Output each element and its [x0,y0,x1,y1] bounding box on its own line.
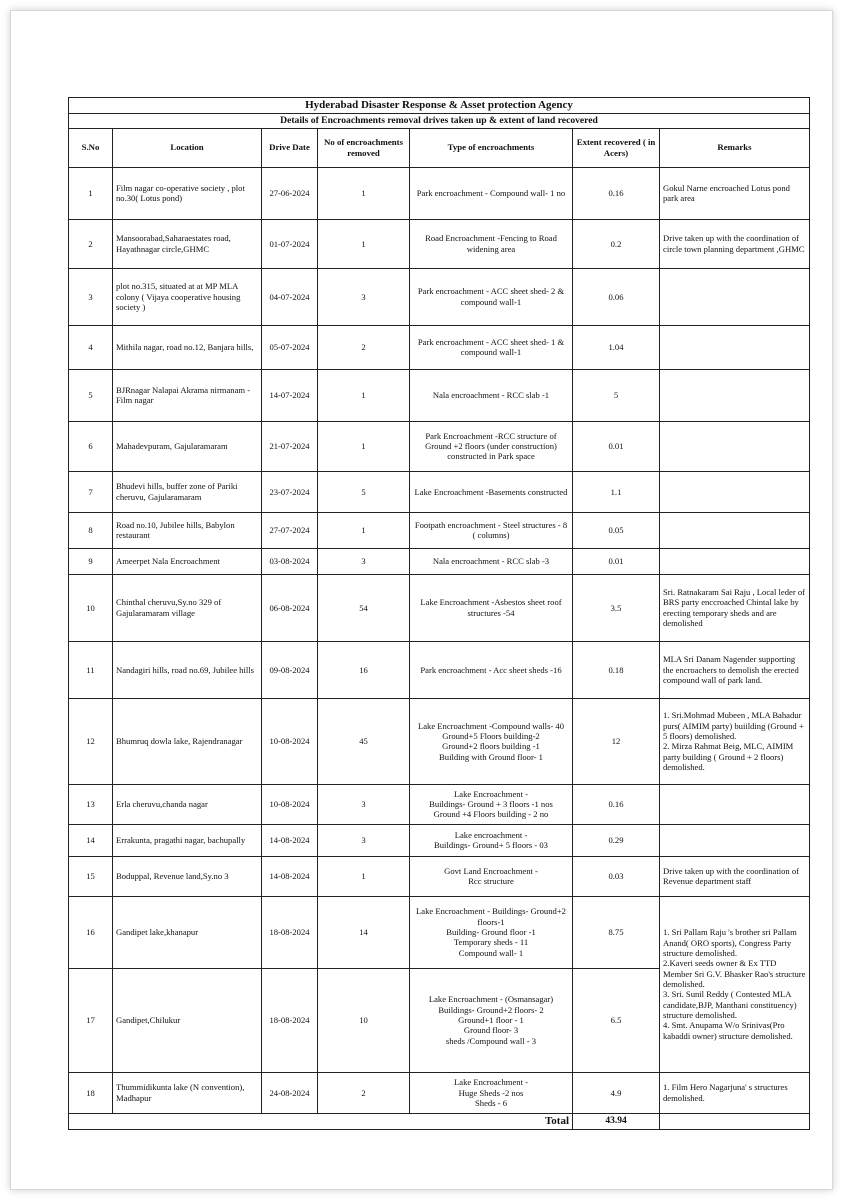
table-row [69,471,810,512]
cell-sno: 13 [69,784,113,824]
cell-remarks [660,512,810,548]
header-row [69,128,810,167]
cell-type: Lake Encroachment - Huge Sheds -2 nos Sheds - 6 [410,1072,573,1113]
cell-sno: 11 [69,641,113,698]
cell-date: 18-08-2024 [262,896,318,968]
total-row [69,1113,810,1129]
cell-sno: 15 [69,856,113,896]
cell-sno: 18 [69,1072,113,1113]
cell-date: 05-07-2024 [262,325,318,369]
table-row [69,219,810,268]
table-row [69,574,810,641]
cell-type: Road Encroachment -Fencing to Road widening area [410,219,573,268]
cell-count: 3 [318,548,410,574]
table-row [69,512,810,548]
cell-date: 23-07-2024 [262,471,318,512]
cell-extent: 0.06 [573,268,660,325]
cell-remarks [660,784,810,824]
table-row [69,1072,810,1113]
cell-extent: 0.03 [573,856,660,896]
cell-count: 3 [318,268,410,325]
cell-extent: 3.5 [573,574,660,641]
cell-location: Boduppal, Revenue land,Sy.no 3 [113,856,262,896]
cell-count: 10 [318,968,410,1072]
cell-extent: 1.1 [573,471,660,512]
cell-location: Film nagar co-operative society , plot no.30( Lotus pond) [113,167,262,219]
table-row [69,784,810,824]
table-row [69,421,810,471]
table-row [69,824,810,856]
cell-count: 2 [318,325,410,369]
cell-remarks: Drive taken up with the coordination of Revenue department staff [660,856,810,896]
cell-sno: 1 [69,167,113,219]
cell-extent: 0.05 [573,512,660,548]
cell-date: 01-07-2024 [262,219,318,268]
total-value: 43.94 [573,1113,660,1129]
cell-extent: 0.18 [573,641,660,698]
encroachment-table [68,97,810,1130]
col-header-remarks: Remarks [660,128,810,167]
cell-location: Chinthal cheruvu,Sy.no 329 of Gajularamaram village [113,574,262,641]
cell-extent: 6.5 [573,968,660,1072]
col-header-type: Type of encroachments [410,128,573,167]
cell-remarks [660,471,810,512]
cell-count: 1 [318,167,410,219]
cell-location: Mithila nagar, road no.12, Banjara hills, [113,325,262,369]
cell-extent: 0.29 [573,824,660,856]
table-row [69,856,810,896]
table-row [69,369,810,421]
table-row [69,268,810,325]
cell-location: BJRnagar Nalapai Akrama nirmanam - Film nagar [113,369,262,421]
cell-date: 04-07-2024 [262,268,318,325]
cell-count: 3 [318,824,410,856]
table-row [69,896,810,968]
cell-count: 1 [318,856,410,896]
cell-location: Gandipet lake,khanapur [113,896,262,968]
cell-remarks [660,421,810,471]
cell-remarks: Gokul Narne encroached Lotus pond park area [660,167,810,219]
cell-sno: 2 [69,219,113,268]
cell-count: 16 [318,641,410,698]
table-row [69,325,810,369]
cell-location: Bhumruq dowla lake, Rajendranagar [113,698,262,784]
cell-count: 1 [318,369,410,421]
cell-date: 06-08-2024 [262,574,318,641]
agency-title: Hyderabad Disaster Response & Asset protection Agency [69,98,810,114]
cell-extent: 8.75 [573,896,660,968]
cell-sno: 17 [69,968,113,1072]
cell-type: Park encroachment - Acc sheet sheds -16 [410,641,573,698]
cell-extent: 0.16 [573,784,660,824]
cell-date: 18-08-2024 [262,968,318,1072]
cell-type: Lake Encroachment - Buildings- Ground+2 floors-1 Building- Ground floor -1 Temporary sheds - 11 Compound wall- 1 [410,896,573,968]
cell-location: Mansoorabad,Saharaestates road, Hayathnagar circle,GHMC [113,219,262,268]
cell-location: Ameerpet Nala Encroachment [113,548,262,574]
cell-location: Nandagiri hills, road no.69, Jubilee hills [113,641,262,698]
cell-count: 14 [318,896,410,968]
cell-remarks [660,824,810,856]
cell-sno: 4 [69,325,113,369]
cell-remarks [660,369,810,421]
cell-date: 03-08-2024 [262,548,318,574]
cell-sno: 16 [69,896,113,968]
total-remarks-cell [660,1113,810,1129]
cell-type: Lake Encroachment - (Osmansagar) Buildings- Ground+2 floors- 2 Ground+1 floor - 1 Ground floor- 3 sheds /Compound wall - 3 [410,968,573,1072]
cell-location: Mahadevpuram, Gajularamaram [113,421,262,471]
cell-type: Park encroachment - ACC sheet shed- 2 & compound wall-1 [410,268,573,325]
cell-location: Thummidikunta lake (N convention), Madhapur [113,1072,262,1113]
cell-type: Lake Encroachment -Compound walls- 40 Ground+5 Floors building-2 Ground+2 floors building -1 Building with Ground floor- 1 [410,698,573,784]
cell-remarks: 1. Film Hero Nagarjuna' s structures demolished. [660,1072,810,1113]
cell-extent: 0.01 [573,548,660,574]
cell-count: 1 [318,219,410,268]
cell-count: 2 [318,1072,410,1113]
total-label: Total [69,1113,573,1129]
cell-count: 5 [318,471,410,512]
cell-extent: 1.04 [573,325,660,369]
cell-location: Gandipet,Chilukur [113,968,262,1072]
cell-date: 10-08-2024 [262,784,318,824]
cell-date: 14-08-2024 [262,824,318,856]
table-row [69,548,810,574]
cell-sno: 5 [69,369,113,421]
cell-extent: 5 [573,369,660,421]
cell-remarks [660,548,810,574]
table-subtitle: Details of Encroachments removal drives taken up & extent of land recovered [69,114,810,129]
cell-extent: 0.2 [573,219,660,268]
table-row [69,698,810,784]
cell-remarks [660,268,810,325]
cell-date: 27-06-2024 [262,167,318,219]
cell-date: 10-08-2024 [262,698,318,784]
cell-sno: 10 [69,574,113,641]
cell-extent: 0.16 [573,167,660,219]
cell-count: 1 [318,512,410,548]
col-header-location: Location [113,128,262,167]
cell-date: 24-08-2024 [262,1072,318,1113]
cell-date: 14-08-2024 [262,856,318,896]
cell-date: 21-07-2024 [262,421,318,471]
col-header-count: No of encroachments removed [318,128,410,167]
cell-count: 3 [318,784,410,824]
cell-location: Errakunta, pragathi nagar, bachupally [113,824,262,856]
cell-type: Lake encroachment - Buildings- Ground+ 5 floors - 03 [410,824,573,856]
cell-sno: 9 [69,548,113,574]
cell-count: 54 [318,574,410,641]
cell-type: Nala encroachment - RCC slab -3 [410,548,573,574]
cell-type: Nala encroachment - RCC slab -1 [410,369,573,421]
col-header-drive-date: Drive Date [262,128,318,167]
cell-type: Footpath encroachment - Steel structures - 8 ( columns) [410,512,573,548]
cell-type: Lake Encroachment -Asbestos sheet roof structures -54 [410,574,573,641]
cell-type: Park Encroachment -RCC structure of Ground +2 floors (under construction) constructed in Park space [410,421,573,471]
cell-type: Lake Encroachment -Basements constructed [410,471,573,512]
cell-type: Govt Land Encroachment - Rcc structure [410,856,573,896]
cell-sno: 3 [69,268,113,325]
cell-date: 27-07-2024 [262,512,318,548]
cell-extent: 0.01 [573,421,660,471]
table-row [69,167,810,219]
col-header-sno: S.No [69,128,113,167]
cell-sno: 14 [69,824,113,856]
cell-sno: 6 [69,421,113,471]
cell-type: Park encroachment - ACC sheet shed- 1 & compound wall-1 [410,325,573,369]
cell-sno: 8 [69,512,113,548]
cell-remarks: 1. Sri Pallam Raju 's brother sri Pallam Anand( ORO sports), Congress Party structure demolished. 2.Kaveri seeds owner & Ex TTD Member Sri G.V. Bhasker Rao's structure demolished. 3. Sri. Sunil Reddy ( Contested MLA candidate,BJP, Manthani constituency) structure demolished. 4. Smt. Anupama W/o Srinivas(Pro kabaddi owner) structure demolished. [660,896,810,1072]
cell-count: 1 [318,421,410,471]
cell-location: Bhudevi hills, buffer zone of Pariki cheruvu, Gajularamaram [113,471,262,512]
cell-count: 45 [318,698,410,784]
cell-location: plot no.315, situated at at MP MLA colony ( Vijaya cooperative housing society ) [113,268,262,325]
col-header-extent: Extent recovered ( in Acers) [573,128,660,167]
document-page [10,10,833,1190]
cell-remarks: 1. Sri.Mohmad Mubeen , MLA Bahadur purs( AIMIM party) buiilding (Ground + 5 floors) demolished. 2. Mirza Rahmat Beig, MLC, AIMIM party building ( Ground + 2 floors) demolished. [660,698,810,784]
cell-remarks: Drive taken up with the coordination of circle town planning department ,GHMC [660,219,810,268]
cell-type: Lake Encroachment - Buildings- Ground + 3 floors -1 nos Ground +4 Floors building - 2 no [410,784,573,824]
cell-location: Erla cheruvu,chanda nagar [113,784,262,824]
cell-location: Road no.10, Jubilee hills, Babylon restaurant [113,512,262,548]
cell-date: 09-08-2024 [262,641,318,698]
cell-remarks: Sri. Ratnakaram Sai Raju , Local leder of BRS party enccroached Chintal lake by erecting temporary sheds and are demolished [660,574,810,641]
cell-remarks: MLA Sri Danam Nagender supporting the encroachers to demolish the erected compound wall of park land. [660,641,810,698]
table-row [69,641,810,698]
cell-remarks [660,325,810,369]
cell-sno: 7 [69,471,113,512]
cell-type: Park encroachment - Compound wall- 1 no [410,167,573,219]
cell-extent: 12 [573,698,660,784]
cell-sno: 12 [69,698,113,784]
cell-extent: 4.9 [573,1072,660,1113]
cell-date: 14-07-2024 [262,369,318,421]
